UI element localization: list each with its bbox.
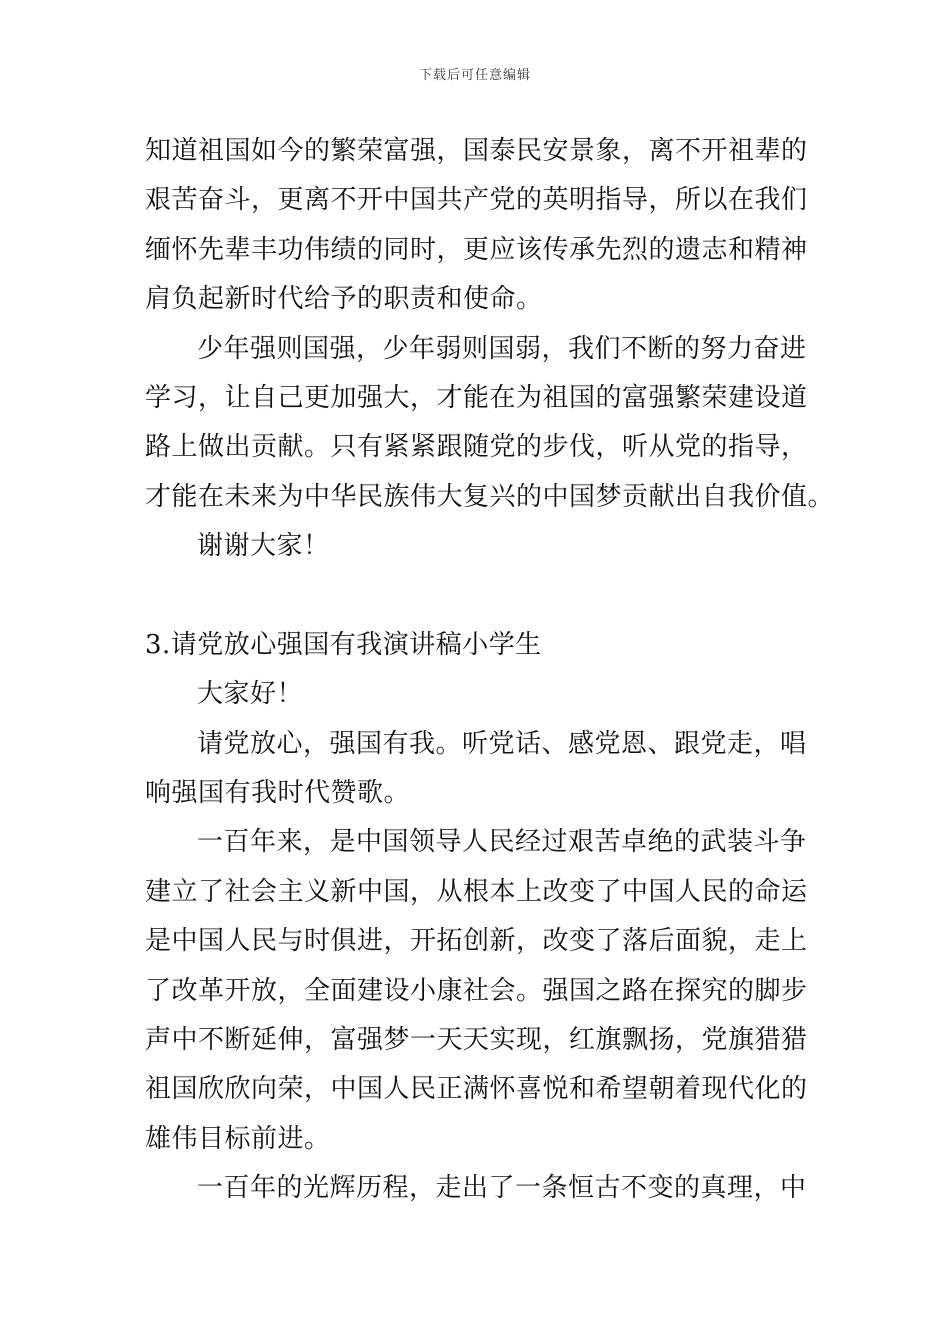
text-line: 路上做出贡献。只有紧紧跟随党的步伐，听从党的指导， [145,432,808,463]
text-line: 雄伟目标前进。 [145,1123,331,1154]
text-line: 才能在未来为中华民族伟大复兴的中国梦贡献出自我价值。 [145,481,835,512]
text-line: 声中不断延伸，富强梦一天天实现，红旗飘扬，党旗猎猎 [145,1025,808,1056]
paragraph-start: 请党放心，强国有我。听党话、感党恩、跟党走，唱 [197,728,807,759]
text-line: 祖国欣欣向荣，中国人民正满怀喜悦和希望朝着现代化的 [145,1074,808,1105]
closing-thanks: 谢谢大家！ [197,531,330,562]
paragraph-start: 少年强则国强，少年弱则国弱，我们不断的努力奋进 [197,333,807,364]
text-line: 艰苦奋斗，更离不开中国共产党的英明指导，所以在我们 [145,185,808,216]
paragraph-start: 一百年的光辉历程，走出了一条恒古不变的真理，中 [197,1173,807,1204]
page-header: 下载后可任意编辑 [418,68,531,83]
text-line: 缅怀先辈丰功伟绩的同时，更应该传承先烈的遗志和精神 [145,234,808,265]
document-body [145,127,835,1214]
text-line: 建立了社会主义新中国，从根本上改变了中国人民的命运 [145,876,808,907]
text-line: 知道祖国如今的繁荣富强，国泰民安景象，离不开祖辈的 [145,136,808,166]
text-line: 肩负起新时代给予的职责和使命。 [145,284,543,315]
paragraph-start: 一百年来，是中国领导人民经过艰苦卓绝的武装斗争 [197,827,807,858]
blank-line [145,572,815,621]
text-line: 是中国人民与时俱进，开拓创新，改变了落后面貌，走上 [145,926,808,957]
text-line: 响强国有我时代赞歌。 [145,778,411,809]
greeting: 大家好！ [197,679,304,710]
text-line: 了改革开放，全面建设小康社会。强国之路在探究的脚步 [145,975,808,1006]
section-heading: 3.请党放心强国有我演讲稿小学生 [145,629,542,660]
text-line: 学习，让自己更加强大，才能在为祖国的富强繁荣建设道 [145,382,808,413]
